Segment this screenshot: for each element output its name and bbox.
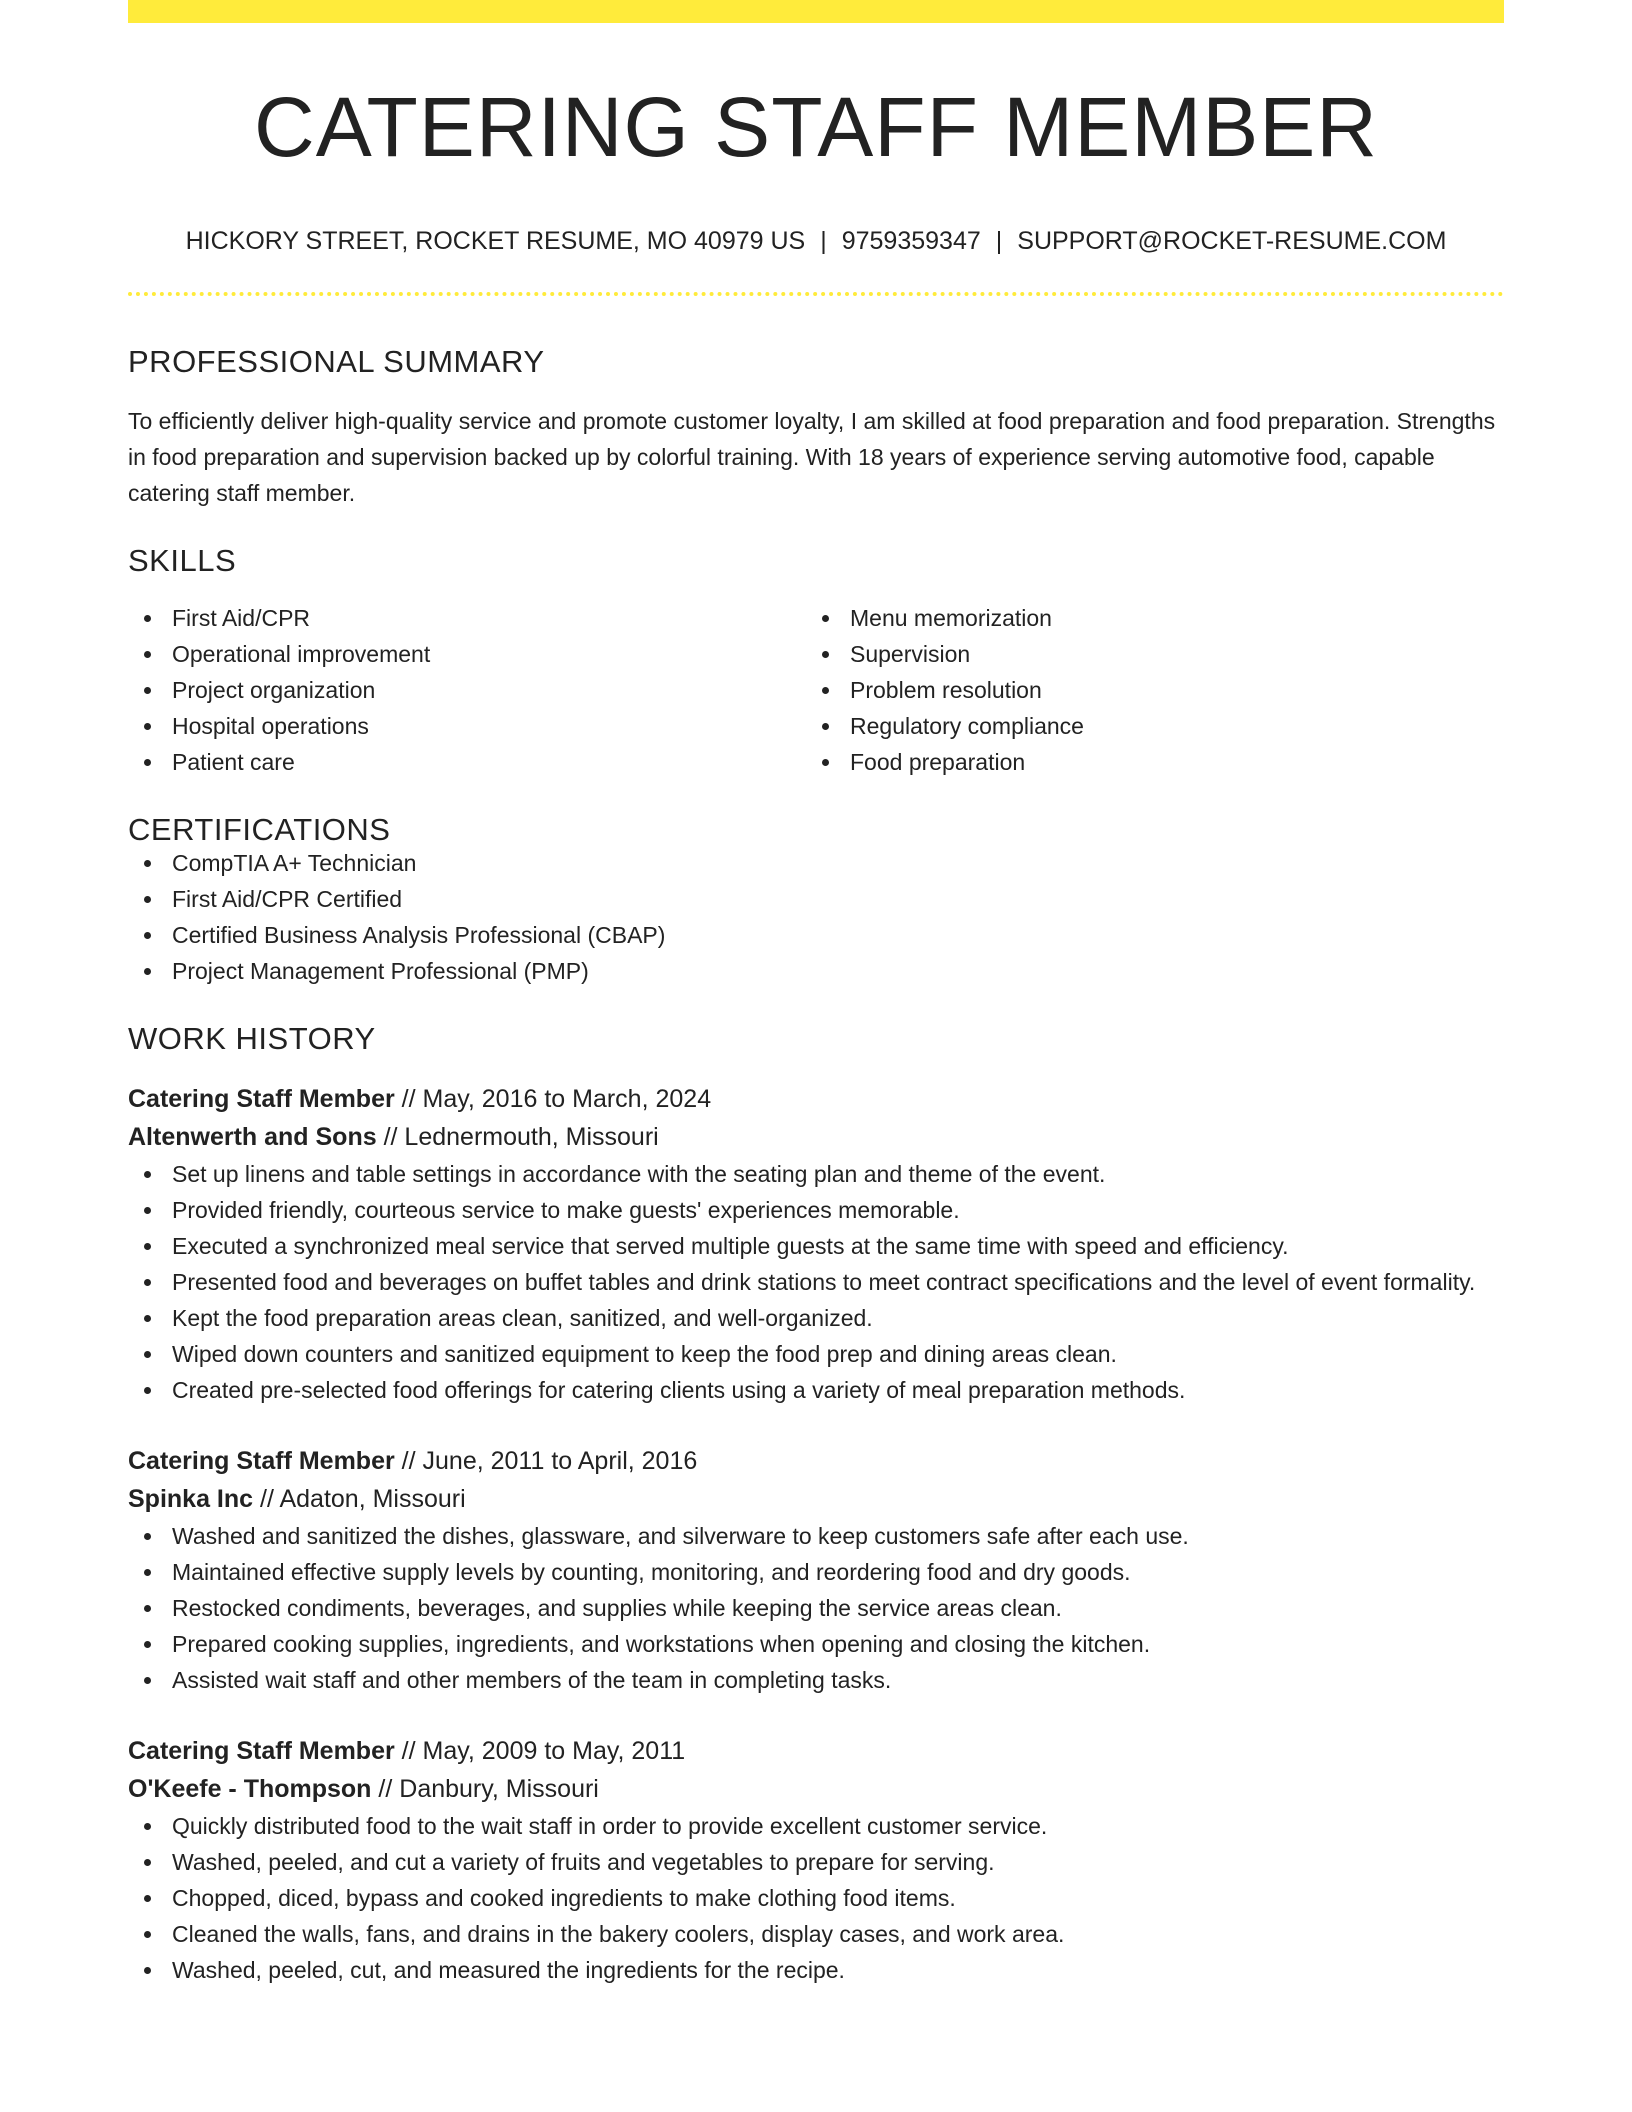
job-bullet: Provided friendly, courteous service to make guests' experiences memorable.: [128, 1192, 1504, 1228]
skill-item: Project organization: [128, 672, 806, 708]
contact-separator: |: [820, 227, 827, 255]
resume-page: [128, 0, 1504, 1988]
skill-item: Regulatory compliance: [806, 708, 1484, 744]
job-role-line: [128, 1732, 1504, 1770]
skill-item: Supervision: [806, 636, 1484, 672]
section-title-summary: PROFESSIONAL SUMMARY: [128, 344, 545, 379]
contact-separator: |: [995, 227, 1003, 255]
job-location: // Danbury, Missouri: [378, 1775, 599, 1803]
section-title-certifications: CERTIFICATIONS: [128, 812, 391, 847]
skills-grid: [128, 600, 1504, 780]
job-dates: // May, 2016 to March, 2024: [401, 1085, 712, 1113]
job-bullet: Quickly distributed food to the wait staff in order to provide excellent customer service.: [128, 1808, 1504, 1844]
job-bullet: Prepared cooking supplies, ingredients, and workstations when opening and closing the kitchen.: [128, 1626, 1504, 1662]
job-entry: [128, 1732, 1504, 1988]
job-company: Altenwerth and Sons: [128, 1123, 377, 1151]
job-role: Catering Staff Member: [128, 1737, 395, 1765]
job-bullet: Restocked condiments, beverages, and supplies while keeping the service areas clean.: [128, 1590, 1504, 1626]
certifications-list: [128, 845, 1504, 989]
job-bullet: Kept the food preparation areas clean, sanitized, and well-organized.: [128, 1300, 1504, 1336]
job-bullet: Created pre-selected food offerings for catering clients using a variety of meal preparation methods.: [128, 1372, 1504, 1408]
job-role: Catering Staff Member: [128, 1085, 395, 1113]
job-company: Spinka Inc: [128, 1485, 254, 1513]
job-entry: [128, 1442, 1504, 1698]
accent-top-bar: [128, 0, 1504, 23]
job-company: O'Keefe - Thompson: [128, 1775, 372, 1803]
contact-line: [128, 229, 1504, 254]
job-dates: // May, 2009 to May, 2011: [401, 1737, 686, 1765]
skills-list-left: [128, 600, 806, 780]
job-company-line: [128, 1480, 1504, 1518]
contact-phone: 9759359347: [841, 227, 981, 255]
summary-text: To efficiently deliver high-quality service and promote customer loyalty, I am skilled at food preparation and food preparation. Strengths in food preparation and supervision backed up by colorful training. With 18 years of experience serving automotive food, capable catering staff member.: [128, 408, 1496, 506]
job-bullets: [128, 1808, 1504, 1988]
certification-item: CompTIA A+ Technician: [128, 845, 1504, 881]
job-role-line: [128, 1442, 1504, 1480]
job-company-line: [128, 1118, 1504, 1156]
certification-item: Certified Business Analysis Professional (CBAP): [128, 917, 1504, 953]
job-bullet: Maintained effective supply levels by counting, monitoring, and reordering food and dry goods.: [128, 1554, 1504, 1590]
contact-email: SUPPORT@ROCKET-RESUME.COM: [1017, 227, 1447, 255]
job-bullet: Set up linens and table settings in accordance with the seating plan and theme of the event.: [128, 1156, 1504, 1192]
skill-item: Hospital operations: [128, 708, 806, 744]
contact-address: HICKORY STREET, ROCKET RESUME, MO 40979 US: [185, 227, 806, 255]
job-bullet: Washed and sanitized the dishes, glassware, and silverware to keep customers safe after each use.: [128, 1518, 1504, 1554]
job-bullets: [128, 1156, 1504, 1408]
job-bullet: Executed a synchronized meal service that served multiple guests at the same time with speed and efficiency.: [128, 1228, 1504, 1264]
section-title-work-history: WORK HISTORY: [128, 1021, 376, 1056]
job-entry: [128, 1080, 1504, 1408]
job-bullets: [128, 1518, 1504, 1698]
job-bullet: Presented food and beverages on buffet tables and drink stations to meet contract specifications and the level of event formality.: [128, 1264, 1504, 1300]
skill-item: Patient care: [128, 744, 806, 780]
job-bullet: Assisted wait staff and other members of the team in completing tasks.: [128, 1662, 1504, 1698]
dotted-divider: [128, 292, 1504, 296]
skill-item: Problem resolution: [806, 672, 1484, 708]
certification-item: Project Management Professional (PMP): [128, 953, 1504, 989]
job-dates: // June, 2011 to April, 2016: [401, 1447, 698, 1475]
skill-item: Menu memorization: [806, 600, 1484, 636]
job-bullet: Washed, peeled, and cut a variety of fruits and vegetables to prepare for serving.: [128, 1844, 1504, 1880]
job-location: // Adaton, Missouri: [260, 1485, 466, 1513]
skill-item: Food preparation: [806, 744, 1484, 780]
skills-list-right: [806, 600, 1484, 780]
resume-name: CATERING STAFF MEMBER: [254, 80, 1378, 174]
job-role: Catering Staff Member: [128, 1447, 395, 1475]
skill-item: First Aid/CPR: [128, 600, 806, 636]
section-title-skills: SKILLS: [128, 543, 237, 578]
job-bullet: Wiped down counters and sanitized equipment to keep the food prep and dining areas clean.: [128, 1336, 1504, 1372]
certification-item: First Aid/CPR Certified: [128, 881, 1504, 917]
job-company-line: [128, 1770, 1504, 1808]
job-location: // Lednermouth, Missouri: [383, 1123, 659, 1151]
skill-item: Operational improvement: [128, 636, 806, 672]
job-bullet: Chopped, diced, bypass and cooked ingredients to make clothing food items.: [128, 1880, 1504, 1916]
job-bullet: Cleaned the walls, fans, and drains in the bakery coolers, display cases, and work area.: [128, 1916, 1504, 1952]
job-role-line: [128, 1080, 1504, 1118]
job-bullet: Washed, peeled, cut, and measured the ingredients for the recipe.: [128, 1952, 1504, 1988]
